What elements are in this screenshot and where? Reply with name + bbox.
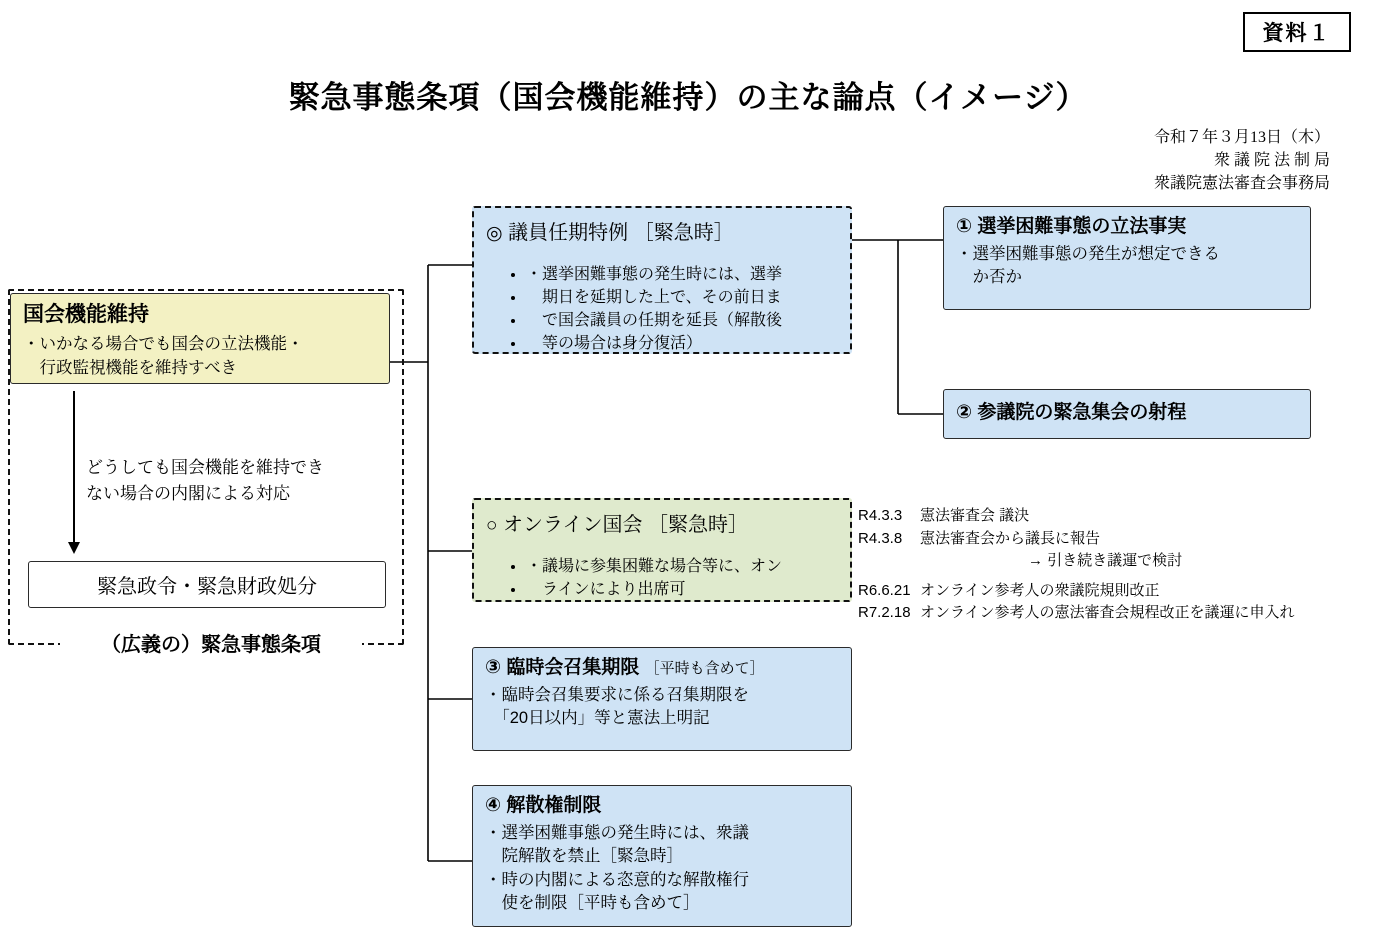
bullet: • ラインにより出席可	[526, 576, 840, 599]
page-title: 緊急事態条項（国会機能維持）の主な論点（イメージ）	[288, 80, 1088, 115]
box-extraordinary-session-deadline	[472, 647, 852, 751]
box-header	[485, 656, 841, 680]
bullet: • ・議場に参集困難な場合等に、オン	[526, 553, 840, 576]
note-date: R4.3.3	[858, 507, 903, 524]
bullet: ・選挙困難事態の発生時には、衆議	[485, 823, 749, 842]
issuer-org-1: 衆 議 院 法 制 局	[1213, 152, 1330, 170]
box-bullets	[485, 684, 841, 731]
note-text: オンライン参考人の憲法審査会規程改正を議運に申入れ	[920, 604, 1295, 621]
box-emergency-session-scope	[943, 389, 1311, 439]
marker-icon: ③	[485, 657, 502, 678]
box-diet-function-maintenance	[10, 293, 390, 384]
note-text: 憲法審査会から議長に報告	[920, 529, 1101, 547]
box-header: 国会機能維持	[23, 303, 149, 326]
box-online-diet	[472, 498, 852, 602]
marker-icon: ②	[956, 402, 973, 424]
box-member-term-exception	[472, 206, 852, 354]
issuer-date: 令和７年３月13日（木）	[1153, 129, 1330, 146]
bullet: • 等の場合は身分復活）	[526, 330, 840, 353]
box-bullets	[486, 553, 840, 599]
issuer-block	[1020, 126, 1330, 196]
note-row	[858, 602, 1368, 625]
box-emergency-decree	[28, 561, 386, 608]
box-title: 参議院の緊急集会の射程	[977, 402, 1187, 424]
note-date: R6.6.21	[858, 581, 911, 599]
note-date: R4.3.8	[858, 529, 903, 547]
spacer	[858, 573, 1368, 580]
bullet: • 期日を延期した上で、その前日ま	[526, 284, 840, 307]
box-title: 臨時会召集期限	[506, 657, 640, 678]
note-row	[858, 505, 1368, 528]
note-text: オンライン参考人の衆議院規則改正	[920, 581, 1160, 599]
down-arrow-icon	[73, 391, 75, 543]
marker-icon: ①	[956, 216, 973, 237]
box-tag: ［緊急時］	[648, 514, 749, 536]
box-header	[956, 215, 1300, 239]
note-row	[858, 528, 1368, 551]
document-tag: 資料１	[1243, 12, 1351, 52]
cabinet-response-note	[86, 455, 386, 506]
box-header	[486, 216, 840, 245]
note-line: どうしても国会機能を維持でき	[86, 458, 324, 477]
bullet: 院解散を禁止［緊急時］	[485, 847, 683, 866]
bullet: ・臨時会召集要求に係る召集期限を	[485, 685, 749, 704]
bullet: か否か	[956, 268, 1022, 287]
issuer-org-2: 衆議院憲法審査会事務局	[1153, 175, 1330, 193]
note-date: R7.2.18	[858, 604, 911, 621]
note-text: 憲法審査会 議決	[920, 507, 1030, 524]
box-title: 選挙困難事態の立法事実	[977, 216, 1187, 237]
bullet: ・選挙困難事態の発生が想定できる	[956, 244, 1220, 263]
bullet: 使を制限［平時も含めて］	[485, 894, 700, 913]
box-bullets	[23, 333, 379, 380]
bullet: • ・選挙困難事態の発生時には、選挙	[526, 261, 840, 284]
box-tag: ［緊急時］	[633, 222, 734, 244]
group-caption: （広義の）緊急事態条項	[60, 628, 362, 657]
box-title: 解散権制限	[506, 795, 602, 816]
marker-icon: ○	[486, 515, 498, 536]
box-header	[485, 794, 841, 818]
box-title: 議員任期特例	[508, 222, 629, 244]
box-bullets	[485, 822, 841, 916]
marker-icon: ④	[485, 795, 502, 816]
note-row	[858, 580, 1368, 603]
box-header	[486, 508, 840, 537]
box-title: オンライン国会	[503, 514, 643, 536]
box-header	[956, 401, 1186, 425]
note-continuation: → 引き続き議運で検討	[1028, 552, 1183, 569]
bullet: 「20日以内」等と憲法上明記	[485, 709, 710, 728]
box-bullets	[486, 261, 840, 353]
box-bullets	[956, 243, 1300, 290]
box-label: 緊急政令・緊急財政処分	[97, 576, 317, 598]
bullet: ・いかなる場合でも国会の立法機能・	[23, 335, 304, 354]
note-line: ない場合の内閣による対応	[86, 483, 290, 503]
box-tag: ［平時も含めて］	[644, 660, 765, 677]
marker-icon: ◎	[486, 223, 503, 244]
online-diet-timeline-notes	[858, 505, 1368, 625]
bullet: 行政監視機能を維持すべき	[23, 358, 238, 377]
bullet: • で国会議員の任期を延長（解散後	[526, 307, 840, 330]
box-dissolution-power-limit	[472, 785, 852, 927]
bullet: ・時の内閣による恣意的な解散権行	[485, 870, 749, 889]
box-legislative-facts	[943, 206, 1311, 310]
